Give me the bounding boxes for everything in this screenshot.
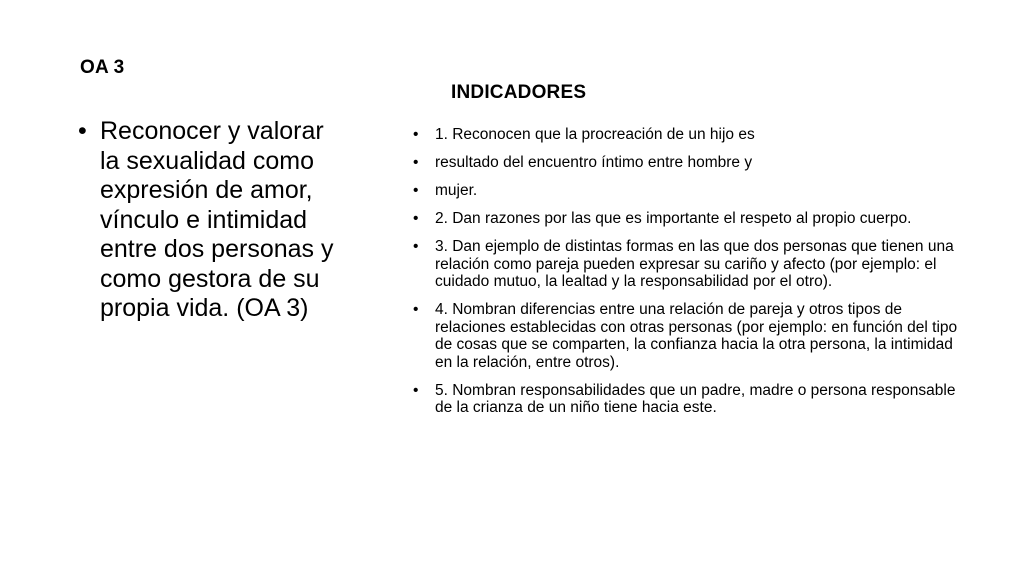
indicador-item	[413, 382, 973, 417]
oa-bullet-item	[78, 117, 350, 324]
indicador-item	[413, 126, 973, 144]
indicador-item	[413, 301, 973, 371]
bullet-icon: •	[413, 301, 419, 318]
bullet-icon: •	[78, 117, 87, 145]
indicador-text: 2. Dan razones por las que es importante el respeto al propio cuerpo.	[435, 210, 912, 227]
indicador-text: mujer.	[435, 182, 478, 199]
bullet-icon: •	[413, 238, 419, 255]
oa-bullet-list	[78, 117, 350, 324]
indicador-text: 1. Reconocen que la procreación de un hijo es	[435, 126, 755, 143]
indicadores-heading: INDICADORES	[451, 82, 587, 103]
indicador-text: 4. Nombran diferencias entre una relación de pareja y otros tipos de relaciones establecidas con otras personas (por ejemplo: en función del tipo de cosas que se comparten, la confianza hacia la otra persona, la intimidad en la relación, entre otros).	[435, 301, 958, 371]
indicador-text: 3. Dan ejemplo de distintas formas en las que dos personas que tienen una relación como pareja pueden expresar su cariño y afecto (por ejemplo: el cuidado mutuo, la lealtad y la responsabilidad por el otro).	[435, 238, 954, 290]
bullet-icon: •	[413, 154, 419, 171]
bullet-icon: •	[413, 126, 419, 143]
indicador-item	[413, 238, 973, 291]
bullet-icon: •	[413, 210, 419, 227]
indicador-item	[413, 154, 973, 172]
oa-bullet-text: Reconocer y valorar la sexualidad como expresión de amor, vínculo e intimidad entre dos personas y como gestora de su propia vida. (OA 3)	[100, 117, 334, 322]
indicador-item	[413, 182, 973, 200]
indicador-text: 5. Nombran responsabilidades que un padre, madre o persona responsable de la crianza de un niño tiene hacia este.	[435, 381, 956, 416]
bullet-icon: •	[413, 381, 419, 399]
oa-heading: OA 3	[80, 57, 125, 78]
indicador-text: resultado del encuentro íntimo entre hombre y	[435, 154, 753, 171]
indicador-item	[413, 210, 973, 228]
indicadores-bullet-list	[413, 126, 973, 427]
bullet-icon: •	[413, 182, 419, 199]
